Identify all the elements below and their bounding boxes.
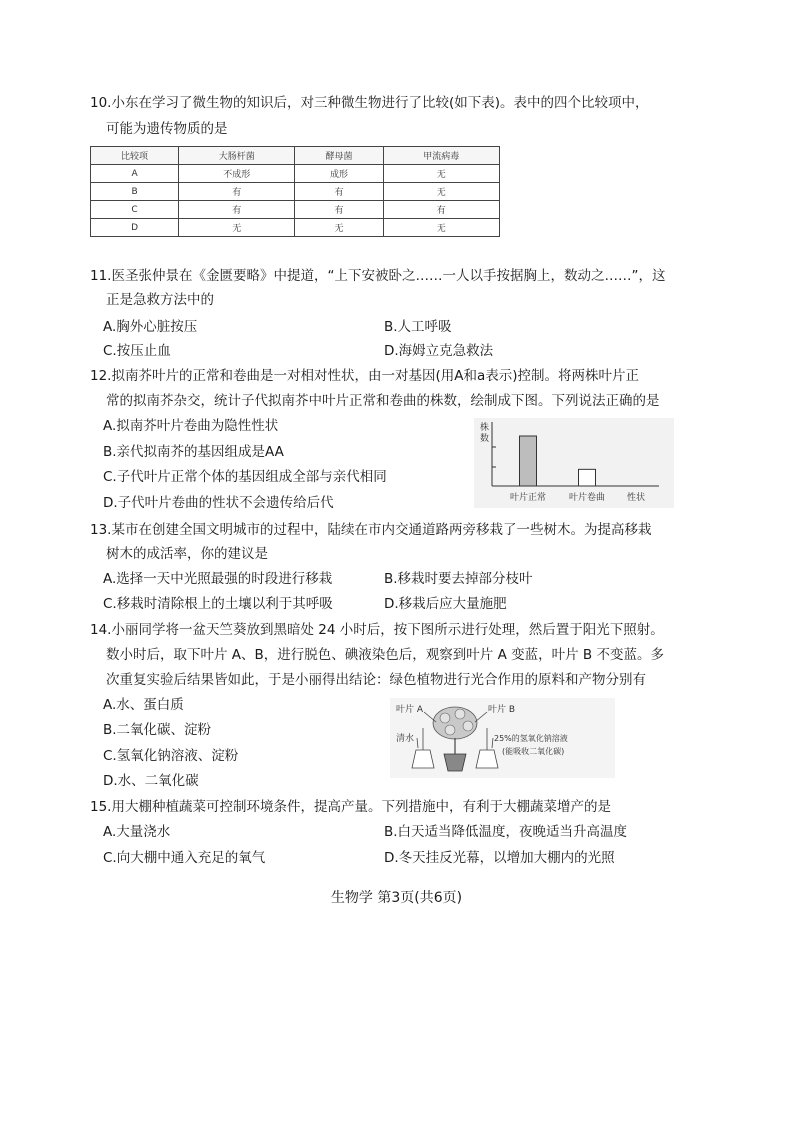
table-header-row — [91, 147, 500, 165]
table-header: 比较项 — [91, 147, 179, 165]
q12-stem-line2: 常的拟南芥杂交，统计子代拟南芥中叶片正常和卷曲的株数，绘制成下图。下列说法正确的是 — [106, 393, 660, 409]
q12-option-b: B.亲代拟南芥的基因组成是AA — [103, 444, 284, 460]
q12-option-a: A.拟南芥叶片卷曲为隐性性状 — [103, 418, 279, 434]
q14-option-d: D.水、二氧化碳 — [103, 773, 199, 789]
table-cell: 无 — [383, 183, 499, 201]
table-header: 酵母菌 — [295, 147, 383, 165]
table-row — [91, 183, 500, 201]
q12-option-c: C.子代叶片正常个体的基因组成全部与亲代相同 — [103, 469, 387, 485]
table-cell: 有 — [383, 201, 499, 219]
table-cell: 有 — [179, 183, 295, 201]
q11-stem-line1: 11.医圣张仲景在《金匮要略》中提道，“上下安被卧之……一人以手按据胸上，数动之……”，这 — [90, 268, 666, 284]
q11-option-b: B.人工呼吸 — [384, 319, 452, 335]
q14-stem-line1: 14.小丽同学将一盆天竺葵放到黑暗处 24 小时后，按下图所示进行处理，然后置于阳光下照射。 — [90, 622, 664, 638]
plant-leaf — [440, 713, 450, 723]
trait-bar-chart — [474, 418, 674, 508]
plant-experiment-figure — [390, 698, 615, 778]
q14-stem-line2: 数小时后，取下叶片 A、B，进行脱色、碘液染色后，观察到叶片 A 变蓝，叶片 B 不变蓝。多 — [106, 647, 664, 663]
q10-stem-line2: 可能为遗传物质的是 — [106, 121, 228, 137]
q15-option-b: B.白天适当降低温度，夜晚适当升高温度 — [384, 824, 628, 840]
q11-stem-line2: 正是急救方法中的 — [106, 292, 214, 308]
table-cell: 有 — [295, 201, 383, 219]
q11-option-c: C.按压止血 — [103, 343, 171, 359]
q12-option-d: D.子代叶片卷曲的性状不会遗传给后代 — [103, 495, 334, 511]
q15-stem-line1: 15.用大棚种植蔬菜可控制环境条件，提高产量。下列措施中，有利于大棚蔬菜增产的是 — [90, 799, 611, 815]
table-cell: 成形 — [295, 165, 383, 183]
table-row — [91, 219, 500, 237]
naoh-note: (能吸收二氧化碳) — [502, 747, 565, 756]
table-cell: 无 — [179, 219, 295, 237]
naoh-flask — [476, 750, 498, 768]
q13-option-b: B.移栽时要去掉部分枝叶 — [384, 571, 533, 587]
leaf-a-label: 叶片 A — [396, 705, 424, 715]
q13-option-a: A.选择一天中光照最强的时段进行移栽 — [103, 571, 333, 587]
plant-leaf — [445, 725, 455, 735]
q13-stem-line1: 13.某市在创建全国文明城市的过程中，陆续在市内交通道路两旁移栽了一些树木。为提高移栽 — [90, 522, 652, 538]
q15-option-c: C.向大棚中通入充足的氧气 — [103, 850, 266, 866]
table-cell: 有 — [295, 183, 383, 201]
table-cell: C — [91, 201, 179, 219]
q11-option-d: D.海姆立克急救法 — [384, 343, 494, 359]
page-footer: 生物学 第3页(共6页) — [330, 890, 463, 906]
table-cell: 不成形 — [179, 165, 295, 183]
q14-option-c: C.氢氧化钠溶液、淀粉 — [103, 748, 239, 764]
table-row — [91, 201, 500, 219]
q10-stem-line1: 10.小东在学习了微生物的知识后，对三种微生物进行了比较(如下表)。表中的四个比较项中， — [90, 95, 649, 111]
chart-category-label: 叶片正常 — [509, 493, 547, 503]
plant-leaf — [455, 709, 465, 719]
water-flask — [412, 750, 434, 768]
table-row — [91, 165, 500, 183]
naoh-label: 25%的氢氧化钠溶液 — [494, 734, 568, 743]
q12-stem-line1: 12.拟南芥叶片的正常和卷曲是一对相对性状，由一对基因(用A和a表示)控制。将两株叶片正 — [90, 368, 640, 384]
chart-bar — [579, 469, 596, 486]
table-header: 大肠杆菌 — [179, 147, 295, 165]
chart-bar — [520, 436, 537, 486]
q13-option-c: C.移栽时清除根上的土壤以利于其呼吸 — [103, 596, 333, 612]
chart-category-label: 叶片卷曲 — [568, 493, 606, 503]
water-label: 清水 — [396, 734, 415, 744]
plant-leaf — [463, 721, 473, 731]
leaf-b-label: 叶片 B — [488, 705, 516, 715]
table-cell: B — [91, 183, 179, 201]
q15-option-a: A.大量浇水 — [103, 824, 171, 840]
comparison-table — [90, 146, 500, 237]
q15-option-d: D.冬天挂反光幕，以增加大棚内的光照 — [384, 850, 615, 866]
q13-option-d: D.移栽后应大量施肥 — [384, 596, 507, 612]
table-cell: 无 — [383, 165, 499, 183]
q13-stem-line2: 树木的成活率，你的建议是 — [106, 546, 268, 562]
chart-xlabel: 性状 — [627, 493, 646, 503]
table-header: 甲流病毒 — [383, 147, 499, 165]
q14-stem-line3: 次重复实验后结果皆如此，于是小丽得出结论：绿色植物进行光合作用的原料和产物分别有 — [106, 672, 646, 688]
q14-option-a: A.水、蛋白质 — [103, 697, 184, 713]
q11-option-a: A.胸外心脏按压 — [103, 319, 198, 335]
table-cell: A — [91, 165, 179, 183]
flower-pot — [444, 754, 466, 771]
chart-ylabel-char-1: 株 — [480, 423, 490, 433]
q14-option-b: B.二氧化碳、淀粉 — [103, 722, 212, 738]
chart-ylabel-char-2: 数 — [480, 434, 490, 444]
table-cell: 无 — [383, 219, 499, 237]
table-cell: D — [91, 219, 179, 237]
table-cell: 无 — [295, 219, 383, 237]
table-cell: 有 — [179, 201, 295, 219]
